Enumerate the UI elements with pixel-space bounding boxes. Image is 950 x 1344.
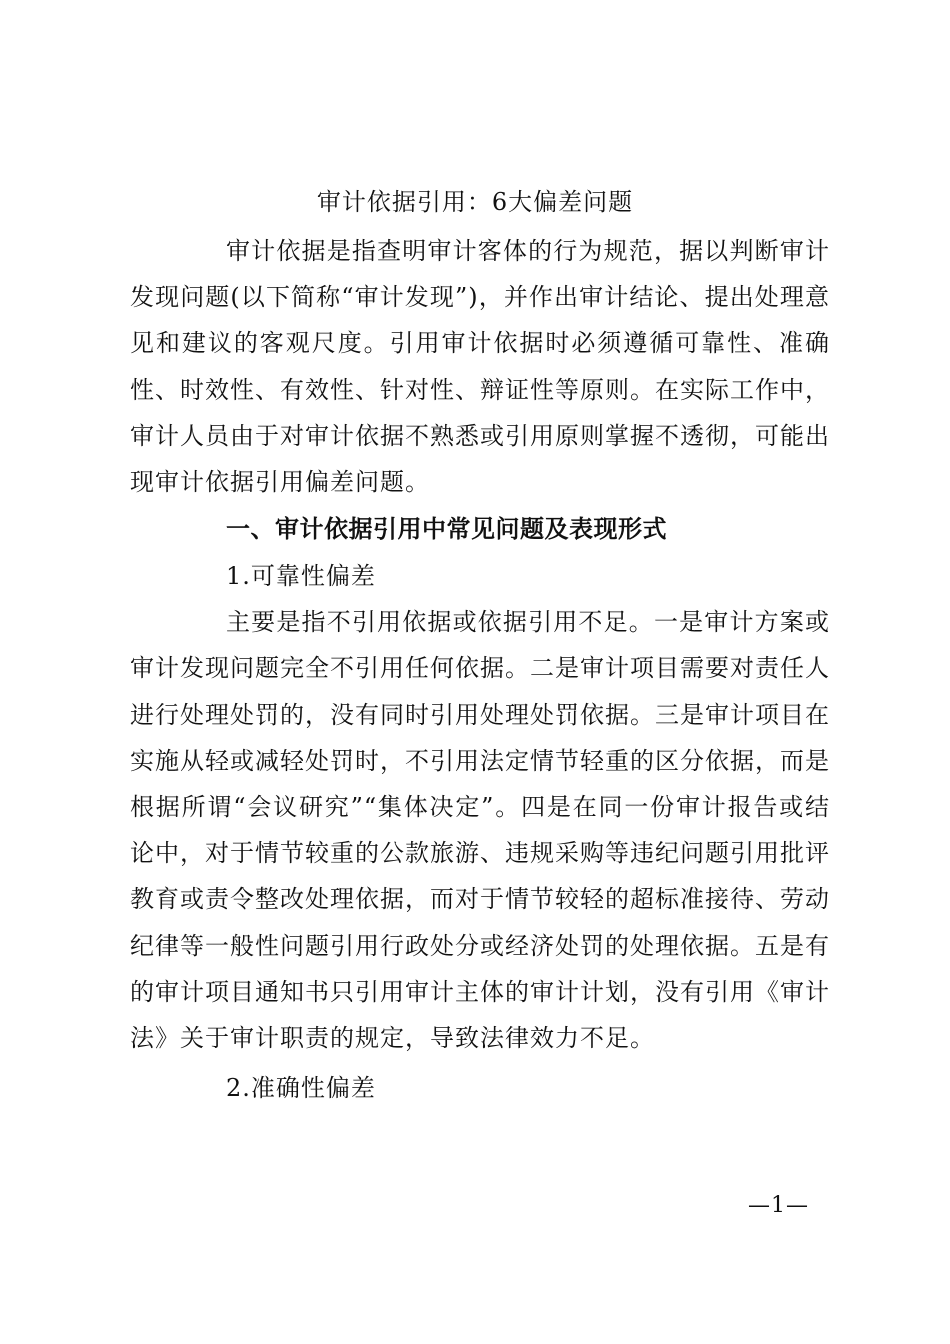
subheading-reliability: 1.可靠性偏差: [226, 562, 376, 591]
section-heading-1: 一、审计依据引用中常见问题及表现形式: [226, 515, 667, 544]
page-number: —1—: [748, 1193, 809, 1218]
document-body: [130, 228, 830, 1111]
document-title: 审计依据引用：6大偏差问题: [316, 188, 634, 216]
subheading-accuracy: 2.准确性偏差: [226, 1074, 376, 1103]
intro-paragraph: 审计依据是指查明审计客体的行为规范，据以判断审计发现问题(以下简称“审计发现”)，并作出审计结论、提出处理意见和建议的客观尺度。引用审计依据时必须遵循可靠性、准确性、时效性、有效性、针对性、辩证性等原则。在实际工作中，审计人员由于对审计依据不熟悉或引用原则掌握不透彻，可能出现审计依据引用偏差问题。: [130, 237, 830, 497]
reliability-paragraph: 主要是指不引用依据或依据引用不足。一是审计方案或审计发现问题完全不引用任何依据。二是审计项目需要对责任人进行处理处罚的，没有同时引用处理处罚依据。三是审计项目在实施从轻或减轻处罚时，不引用法定情节轻重的区分依据，而是根据所谓“会议研究”“集体决定”。四是在同一份审计报告或结论中，对于情节较重的公款旅游、违规采购等违纪问题引用批评教育或责令整改处理依据，而对于情节较轻的超标准接待、劳动纪律等一般性问题引用行政处分或经济处罚的处理依据。五是有的审计项目通知书只引用审计主体的审计计划，没有引用《审计法》关于审计职责的规定，导致法律效力不足。: [130, 608, 830, 1053]
